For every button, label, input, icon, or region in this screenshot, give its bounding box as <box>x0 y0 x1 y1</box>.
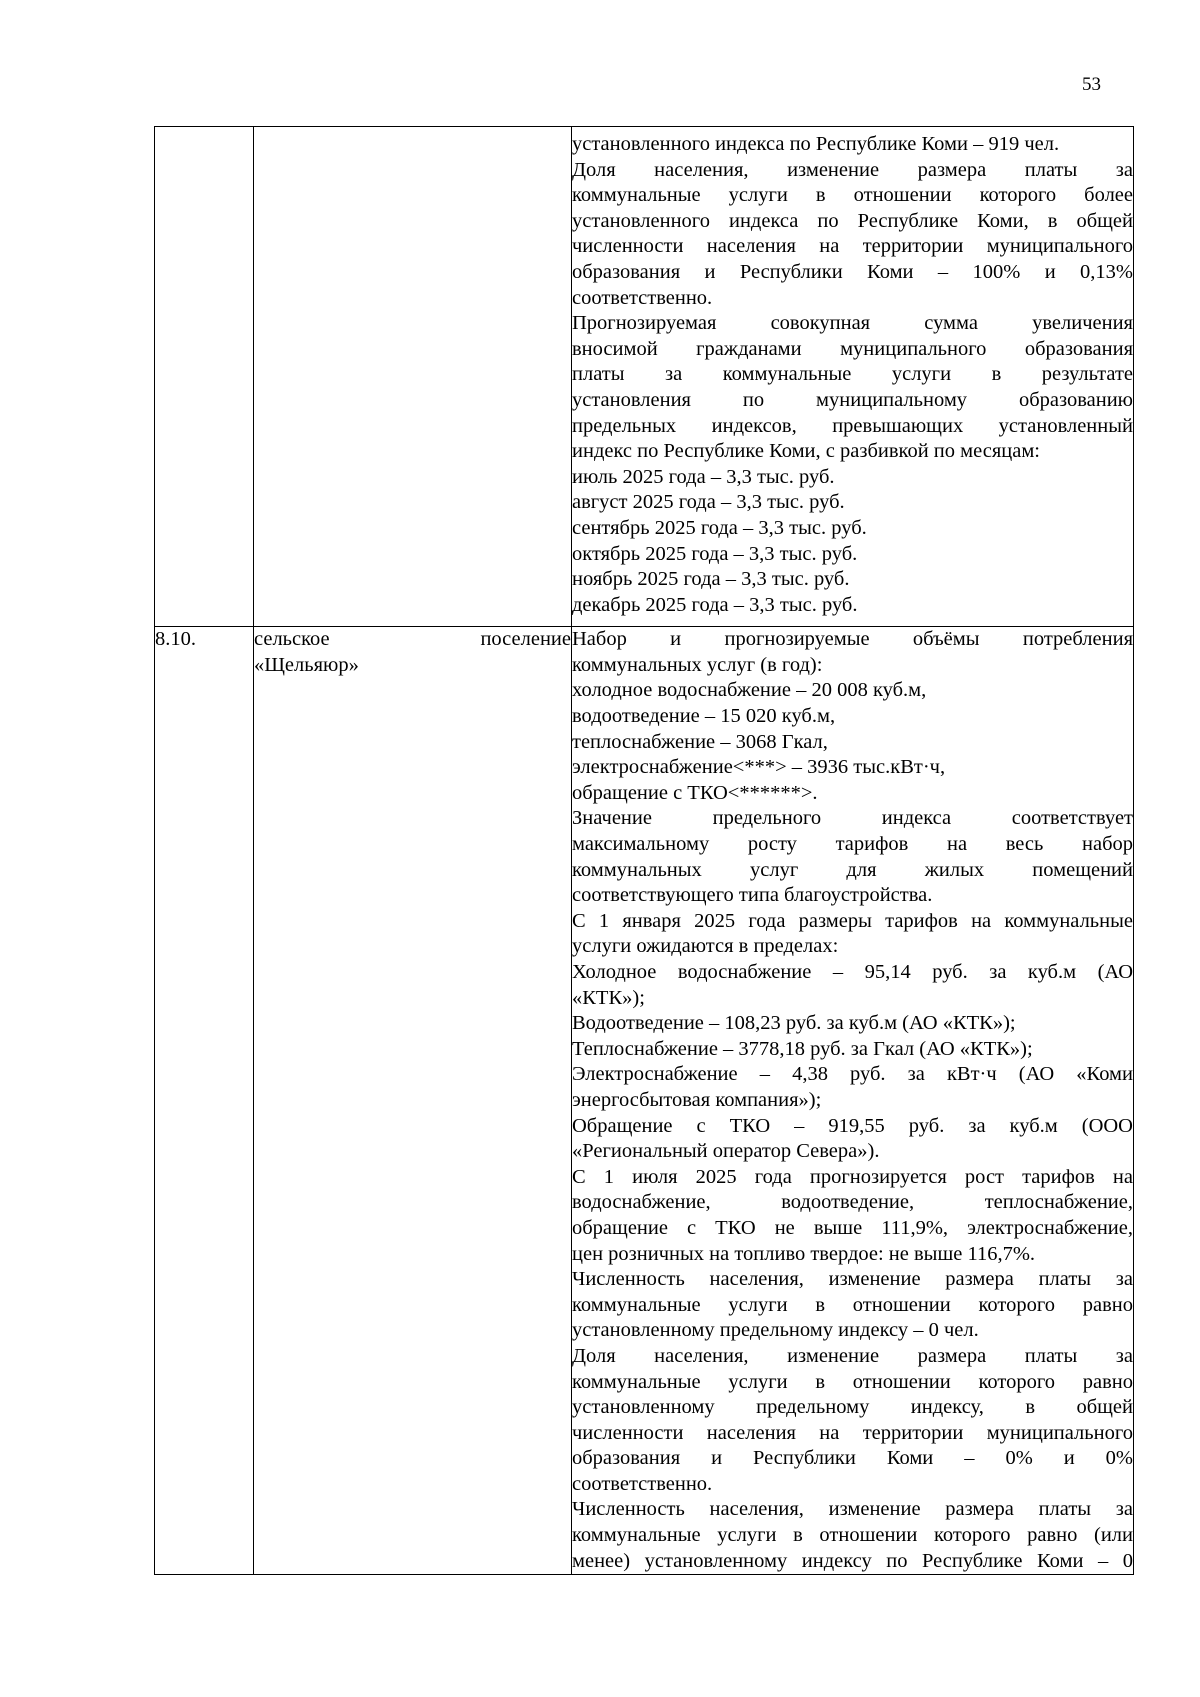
text-line: теплоснабжение – 3068 Гкал, <box>572 730 828 753</box>
text-line: установления по муниципальному образованию <box>572 388 1133 411</box>
text-line: предельных индексов, превышающих установленный <box>572 414 1133 437</box>
text-line: С 1 июля 2025 года прогнозируется рост тарифов на <box>572 1165 1133 1188</box>
text-line: Доля населения, изменение размера платы за <box>572 158 1133 181</box>
text-line: август 2025 года – 3,3 тыс. руб. <box>572 491 845 514</box>
text-line: Теплоснабжение – 3778,18 руб. за Гкал (АО «КТК»); <box>572 1037 1033 1060</box>
text-line: июль 2025 года – 3,3 тыс. руб. <box>572 465 835 488</box>
text-line: Набор и прогнозируемые объёмы потребления <box>572 628 1133 651</box>
text-line: ноябрь 2025 года – 3,3 тыс. руб. <box>572 568 850 591</box>
tariff-table <box>154 126 1134 1575</box>
text-line: обращение с ТКО не выше 111,9%, электроснабжение, <box>572 1216 1133 1239</box>
text-line: Численность населения, изменение размера платы за <box>572 1498 1133 1521</box>
text-line: Численность населения, изменение размера платы за <box>572 1268 1133 1291</box>
text-line: «Региональный оператор Севера»). <box>572 1140 880 1163</box>
text-line: коммунальных услуг для жилых помещений <box>572 858 1133 881</box>
page-number: 53 <box>1082 74 1101 95</box>
text-line: «Щельяюр» <box>254 653 359 676</box>
text-line: энергосбытовая компания»); <box>572 1088 822 1111</box>
text-line: менее) установленному индексу по Республике Коми – 0 <box>572 1549 1133 1572</box>
text-line: Холодное водоснабжение – 95,14 руб. за куб.м (АО <box>572 961 1133 983</box>
text-line: коммунальных услуг (в год): <box>572 653 823 676</box>
text-line: электроснабжение<***> – 3936 тыс.кВт·ч, <box>572 756 946 779</box>
table-row <box>155 627 1134 1575</box>
description-cell <box>572 127 1134 627</box>
table-row <box>155 127 1134 627</box>
text-line: Обращение с ТКО – 919,55 руб. за куб.м (ООО <box>572 1114 1133 1137</box>
text-line: Значение предельного индекса соответствует <box>572 807 1133 830</box>
text-line: установленному предельному индексу, в общей <box>572 1396 1133 1419</box>
text-line: максимальному росту тарифов на весь набор <box>572 833 1133 856</box>
description-cell <box>572 627 1134 1575</box>
text-line: коммунальные услуги в отношении которого более <box>572 184 1133 207</box>
text-line: водоснабжение, водоотведение, теплоснабжение, <box>572 1191 1133 1214</box>
row-number-cell: 8.10. <box>155 627 254 1575</box>
text-line: соответственно. <box>572 1472 713 1495</box>
text-line: платы за коммунальные услуги в результате <box>572 363 1133 386</box>
text-line: индекс по Республике Коми, с разбивкой по месяцам: <box>572 440 1040 463</box>
text-line: сельское поселение <box>254 628 571 651</box>
text-line: коммунальные услуги в отношении которого равно (или <box>572 1524 1133 1547</box>
text-line: численности населения на территории муниципального <box>572 235 1133 258</box>
text-line: Водоотведение – 108,23 руб. за куб.м (АО «КТК»); <box>572 1012 1016 1035</box>
text-line: коммунальные услуги в отношении которого равно <box>572 1293 1133 1316</box>
municipality-name-cell <box>254 127 572 627</box>
text-line: услуги ожидаются в пределах: <box>572 935 839 958</box>
text-line: декабрь 2025 года – 3,3 тыс. руб. <box>572 593 858 616</box>
text-line: Электроснабжение – 4,38 руб. за кВт·ч (АО «Коми <box>572 1063 1133 1086</box>
text-line: установленного индекса по Республике Коми – 919 чел. <box>572 133 1060 155</box>
text-line: С 1 января 2025 года размеры тарифов на коммунальные <box>572 909 1133 932</box>
text-line: Доля населения, изменение размера платы за <box>572 1344 1133 1367</box>
text-line: образования и Республики Коми – 0% и 0% <box>572 1447 1133 1470</box>
text-line: цен розничных на топливо твердое: не выше 116,7%. <box>572 1242 1036 1265</box>
row-number-cell <box>155 127 254 627</box>
text-line: установленному предельному индексу – 0 чел. <box>572 1319 979 1342</box>
text-line: обращение с ТКО<******>. <box>572 781 818 804</box>
text-line: соответственно. <box>572 286 713 309</box>
text-line: вносимой гражданами муниципального образования <box>572 337 1133 360</box>
text-line: «КТК»); <box>572 986 645 1009</box>
text-line: образования и Республики Коми – 100% и 0,13% <box>572 260 1133 283</box>
text-line: октябрь 2025 года – 3,3 тыс. руб. <box>572 542 858 565</box>
text-line: водоотведение – 15 020 куб.м, <box>572 705 836 728</box>
text-line: коммунальные услуги в отношении которого равно <box>572 1370 1133 1393</box>
text-line: численности населения на территории муниципального <box>572 1421 1133 1444</box>
municipality-name-cell <box>254 627 572 1575</box>
text-line: Прогнозируемая совокупная сумма увеличения <box>572 312 1133 335</box>
text-line: установленного индекса по Республике Коми, в общей <box>572 209 1133 232</box>
text-line: соответствующего типа благоустройства. <box>572 884 933 907</box>
text-line: холодное водоснабжение – 20 008 куб.м, <box>572 679 927 702</box>
text-line: сентябрь 2025 года – 3,3 тыс. руб. <box>572 516 867 539</box>
